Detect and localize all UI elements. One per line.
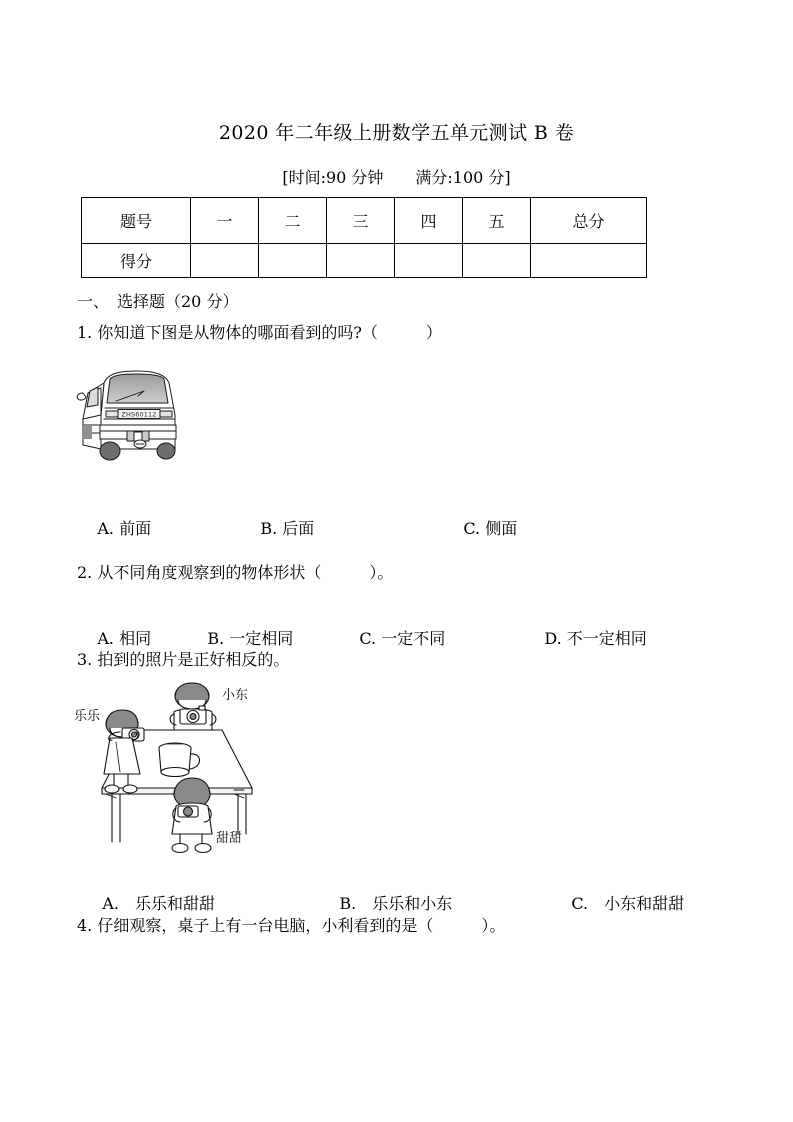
- option-1-c[interactable]: C. 侧面: [463, 519, 518, 538]
- page-title: 2020 年二年级上册数学五单元测试 B 卷: [218, 122, 575, 144]
- option-3-b[interactable]: B. 乐乐和小东: [339, 894, 453, 913]
- table-row: [82, 198, 647, 244]
- table-cell-blank[interactable]: [259, 244, 327, 278]
- option-3-c[interactable]: C. 小东和甜甜: [571, 894, 685, 913]
- table-cell-blank[interactable]: [463, 244, 531, 278]
- figure-label-lele: 乐乐: [74, 709, 101, 724]
- table-cell-total-blank[interactable]: [531, 244, 647, 278]
- table-cell-label: 题号: [82, 198, 191, 244]
- figure-label-tiantian: 甜甜: [216, 831, 243, 846]
- option-2-c[interactable]: C. 一定不同: [359, 629, 446, 648]
- table-cell: 一: [191, 198, 259, 244]
- question-1-text: 1. 你知道下图是从物体的哪面看到的吗?（ ）: [77, 323, 442, 342]
- option-2-a[interactable]: A. 相同: [97, 629, 152, 648]
- question-3-text: 3. 拍到的照片是正好相反的。: [77, 650, 290, 669]
- car-rear-view-icon: [74, 363, 204, 467]
- table-cell-total: 总分: [531, 198, 647, 244]
- option-2-d[interactable]: D. 不一定相同: [544, 629, 647, 648]
- table-cell: 四: [395, 198, 463, 244]
- table-cell-blank[interactable]: [191, 244, 259, 278]
- option-3-a[interactable]: A. 乐乐和甜甜: [102, 894, 215, 913]
- children-around-table-icon: [70, 682, 292, 854]
- section-heading-choice: 一、 选择题（20 分）: [77, 292, 239, 311]
- option-1-a[interactable]: A. 前面: [97, 519, 152, 538]
- option-2-b[interactable]: B. 一定相同: [207, 629, 294, 648]
- table-cell-label: 得分: [82, 244, 191, 278]
- table-cell-blank[interactable]: [327, 244, 395, 278]
- figure-label-xiaodong: 小东: [222, 688, 249, 703]
- table-cell: 三: [327, 198, 395, 244]
- option-1-b[interactable]: B. 后面: [260, 519, 315, 538]
- question-2-text: 2. 从不同角度观察到的物体形状（ ）。: [77, 563, 394, 582]
- exam-meta-subtitle: [时间:90 分钟 满分:100 分]: [282, 168, 511, 187]
- question-4-text: 4. 仔细观察，桌子上有一台电脑，小利看到的是（ ）。: [77, 916, 506, 935]
- svg-text:ZHS60112: ZHS60112: [121, 410, 157, 419]
- table-cell: 五: [463, 198, 531, 244]
- score-table: [81, 197, 647, 278]
- question-1-options: [77, 497, 767, 558]
- table-row: [82, 244, 647, 278]
- table-cell-blank[interactable]: [395, 244, 463, 278]
- table-cell: 二: [259, 198, 327, 244]
